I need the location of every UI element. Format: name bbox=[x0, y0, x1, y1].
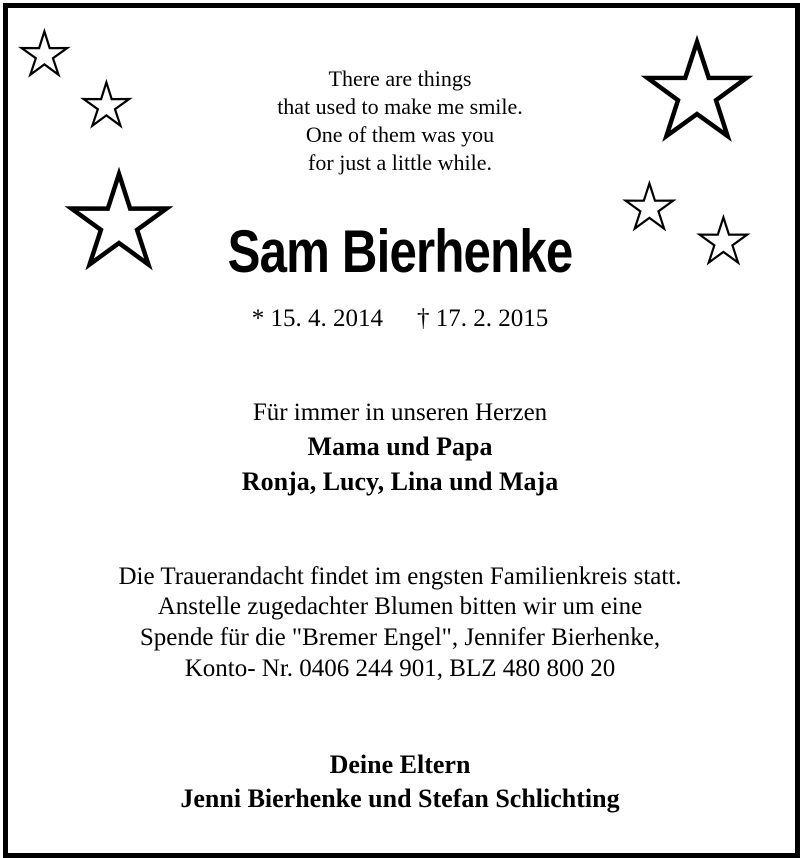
notice-line: Konto- Nr. 0406 244 901, BLZ 480 800 20 bbox=[184, 655, 616, 682]
life-dates bbox=[0, 306, 800, 331]
notice-line: Die Trauerandacht findet im engsten Familienkreis statt. bbox=[118, 563, 682, 590]
poem-line: that used to make me smile. bbox=[277, 94, 523, 119]
mourners-siblings: Ronja, Lucy, Lina und Maja bbox=[241, 467, 559, 496]
notice-line: Anstelle zugedachter Blumen bitten wir um eine bbox=[157, 593, 643, 620]
poem-line: for just a little while. bbox=[308, 150, 492, 175]
notice-line: Spende für die "Bremer Engel", Jennifer Bierhenke, bbox=[139, 624, 661, 651]
poem-line: One of them was you bbox=[305, 122, 495, 147]
poem-line: There are things bbox=[328, 66, 472, 91]
death-date: † 17. 2. 2015 bbox=[417, 305, 549, 332]
mourners-parents: Mama und Papa bbox=[307, 432, 493, 461]
deceased-name: Sam Bierhenke bbox=[227, 218, 573, 285]
birth-date: * 15. 4. 2014 bbox=[251, 305, 383, 332]
signature-heading: Deine Eltern bbox=[329, 750, 471, 779]
signature-names: Jenni Bierhenke und Stefan Schlichting bbox=[180, 784, 620, 813]
mourning-intro: Für immer in unseren Herzen bbox=[252, 399, 548, 426]
